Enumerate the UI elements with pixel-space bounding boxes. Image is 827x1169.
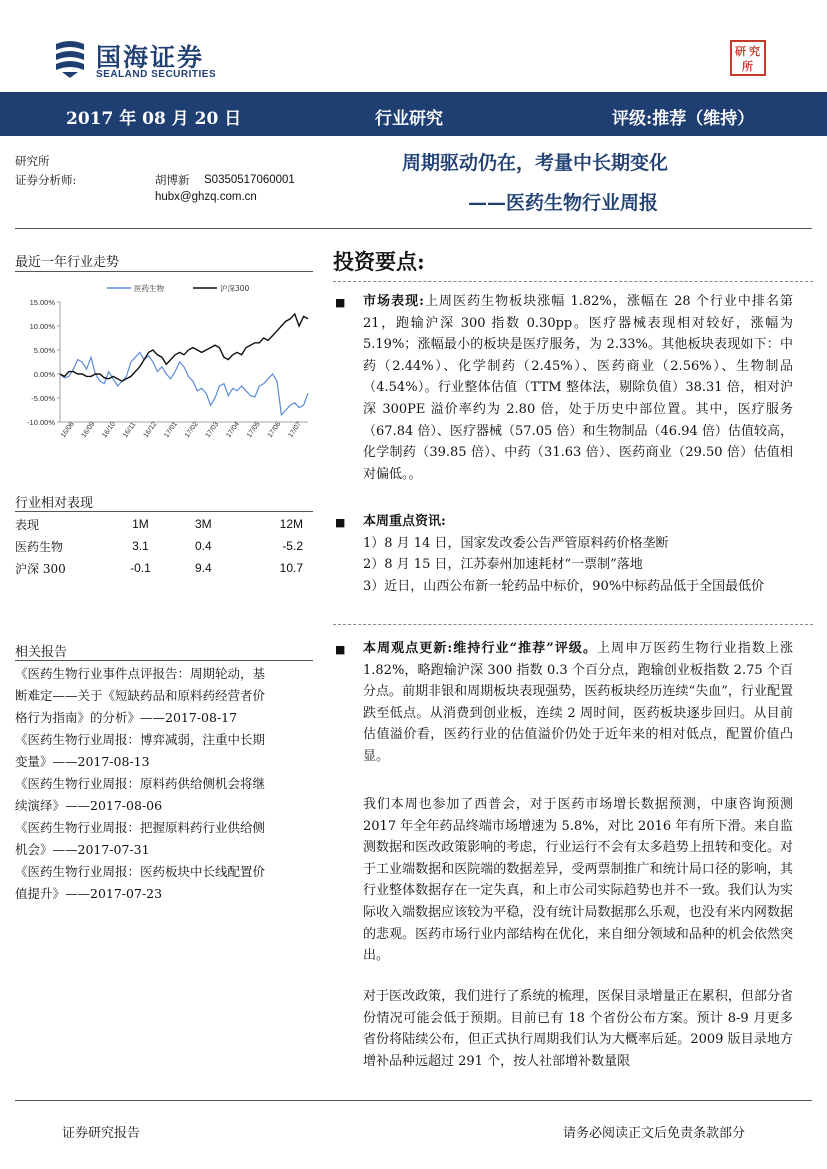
report-line[interactable]: 机会》——2017-07-31: [15, 842, 150, 857]
y-tick-label: 5.00%: [33, 346, 55, 355]
perf-cell: -0.1: [130, 561, 151, 575]
view-text: 上周申万医药生物行业指数上涨 1.82%，略跑输沪深 300 指数 0.3 个百分点，跑输创业板指数 2.75 个百分点。前期非银和周期板块表现强势，医药板块经历连续“失血”，行业配置跌至低点。从消费到创业板，连续 2 周时间，医药板块逐步回归。从目前估值溢价看，医药行业的估值溢价仍处于近年来的相对低点，配置价值凸显。: [363, 641, 793, 764]
report-type: 行业研究: [375, 109, 443, 129]
y-tick-label: 0.00%: [33, 370, 55, 379]
body-paragraph-2: 我们本周也参加了西普会，对于医药市场增长数据预测，中康咨询预测 2017 年全年药品终端市场增速为 5.8%，对比 2016 年有所下滑。来自监测数据和医改政策影响的考虑，行业运行不会有太多趋势上扭转和变化。对于工业端数据和医院端的数据差异，受两票制推广和统计局口径的影响，其行业整体数据存在一定失真，和上市公司实际趋势也并不一致。我们认为实际收入端数据应该较为平稳，没有统计局数据那么乐观，也没有米内网数据的悲观。医药市场行业内部结构在优化，来自细分领域和品种的机会依然突出。: [363, 797, 793, 964]
perf-header-row: [15, 513, 313, 535]
report-line[interactable]: 《医药生物行业周报：博弈减弱，注重中长期: [15, 732, 266, 747]
report-line[interactable]: 格行为指南》的分析》——2017-08-17: [15, 710, 238, 725]
x-tick-label: 17/05: [245, 420, 262, 440]
divider: [15, 228, 812, 229]
perf-table: [15, 513, 313, 579]
perf-col-1m: 1M: [132, 517, 149, 531]
table-row: [15, 535, 313, 557]
x-tick-label: 17/07: [287, 420, 304, 440]
news-item: 2）8 月 15 日，江苏泰州加速耗材“一票制”落地: [363, 557, 643, 573]
bullet-square-icon: ■: [335, 516, 346, 529]
x-tick-label: 16/08: [59, 420, 76, 440]
svg-text:所: 所: [742, 60, 753, 73]
report-title: 周期驱动仍在，考量中长期变化: [402, 152, 669, 174]
footer-divider: [15, 1100, 812, 1101]
y-tick-label: -10.00%: [27, 418, 55, 427]
svg-text:研: 研: [735, 45, 746, 58]
trend-chart: [10, 280, 315, 470]
reports-divider: [15, 660, 313, 661]
view-paragraph: [363, 638, 793, 768]
perf-row-label: 沪深 300: [15, 561, 66, 576]
view-bold: 维持行业“推荐”评级。: [452, 641, 598, 656]
trend-header: 最近一年行业走势: [15, 255, 120, 270]
report-line[interactable]: 《医药生物行业周报：原料药供给侧机会将继: [15, 776, 266, 791]
report-line[interactable]: 断难定——关于《短缺药品和原料药经营者价: [15, 688, 266, 703]
report-line[interactable]: 续演绎》——2017-08-06: [15, 798, 163, 813]
reports-list: [15, 663, 313, 905]
analyst-license: S0350517060001: [204, 174, 295, 186]
market-paragraph: [363, 291, 793, 485]
x-tick-label: 16/12: [142, 420, 159, 440]
bullet-square-icon: ■: [335, 296, 346, 309]
perf-col-3m: 3M: [194, 517, 212, 531]
trend-divider: [15, 271, 313, 272]
x-tick-label: 17/04: [225, 420, 242, 440]
legend-label: 沪深300: [220, 284, 250, 293]
y-tick-label: 10.00%: [29, 322, 55, 331]
report-line[interactable]: 《医药生物行业事件点评报告：周期轮动，基: [15, 666, 266, 681]
report-line[interactable]: 《医药生物行业周报：把握原料药行业供给侧: [15, 820, 266, 835]
x-tick-label: 16/10: [101, 420, 118, 440]
perf-header: 行业相对表现: [15, 496, 94, 511]
footer-left: 证券研究报告: [62, 1126, 141, 1141]
series-line-hs300: [60, 314, 308, 381]
x-tick-label: 17/03: [204, 420, 221, 440]
perf-col-label: 表现: [15, 517, 40, 532]
perf-cell: -5.2: [282, 539, 303, 553]
svg-text:究: 究: [749, 45, 760, 58]
perf-row-label: 医药生物: [15, 539, 64, 554]
x-tick-label: 16/09: [80, 420, 97, 440]
analyst-name: 胡博新: [155, 173, 190, 187]
bullet-square-icon: ■: [335, 643, 346, 656]
legend-label: 医药生物: [134, 284, 164, 293]
points-divider-2: [333, 624, 813, 625]
report-line[interactable]: 《医药生物行业周报：医药板块中长线配置价: [15, 864, 266, 879]
brand-logo-icon: [52, 38, 88, 78]
news-item: 3）近日，山西公布新一轮药品中标价，90%中标药品低于全国最低价: [363, 578, 765, 594]
report-line[interactable]: 变量》——2017-08-13: [15, 754, 150, 769]
x-tick-label: 17/01: [163, 420, 180, 440]
body-paragraph-3: 对于医改政策，我们进行了系统的梳理，医保目录增量正在累积，但部分省份情况可能会低于预期。目前已有 18 个省份公布方案。预计 8-9 月更多省份将陆续公布，但正式执行周期我们认为大概率后延。2009 版目录地方增补品种远超过 291 个，按人社部增补数量限: [363, 989, 793, 1069]
x-tick-label: 17/02: [183, 420, 200, 440]
news-block: [363, 511, 793, 597]
perf-cell: 3.1: [132, 539, 149, 553]
perf-divider: [15, 511, 313, 512]
y-tick-label: -5.00%: [31, 394, 55, 403]
perf-cell: 9.4: [194, 561, 212, 575]
news-label: 本周重点资讯:: [363, 514, 446, 529]
table-row: [15, 557, 313, 579]
report-date: 2017 年 08 月 20 日: [66, 109, 242, 129]
reports-header: 相关报告: [15, 645, 68, 660]
brand-name-en: SEALAND SECURITIES: [96, 69, 217, 80]
report-subtitle: ——医药生物行业周报: [468, 192, 659, 214]
institute-seal-icon: [730, 40, 766, 76]
points-divider: [333, 281, 813, 282]
series-line-pharma: [60, 352, 308, 414]
points-header: 投资要点:: [333, 249, 425, 274]
market-text: 上周医药生物板块涨幅 1.82%，涨幅在 28 个行业中排名第 21，跑输沪深 300 指数 0.30pp。医疗器械表现相对较好，涨幅为 5.19%；涨幅最小的板块是医疗服务，为 2.33%。其他板块表现如下：中药（2.44%）、化学制药（2.45%）、医药商业（2.56%）、生物制品（4.54%）。行业整体估值（TTM 整体法，剔除负值）38.31 倍，相对沪深 300PE 溢价率约为 2.80 倍，处于历史中部位置。其中，医疗服务（67.84 倍）、医疗器械（57.05 倍）和生物制品（46.94 倍）估值较高，化学制药（39.85 倍）、中药（31.63 倍）、医药商业（29.50 倍）估值相对偏低。。: [363, 294, 793, 482]
y-tick-label: 15.00%: [29, 298, 55, 307]
report-line[interactable]: 值提升》——2017-07-23: [15, 886, 163, 901]
x-tick-label: 17/06: [266, 420, 283, 440]
x-tick-label: 16/11: [121, 421, 138, 440]
brand-name: 国海证券: [96, 43, 205, 72]
perf-cell: 10.7: [279, 561, 303, 575]
perf-col-12m: 12M: [279, 517, 303, 531]
analyst-role: 证券分析师:: [15, 173, 77, 187]
market-label: 市场表现:: [363, 294, 424, 309]
analyst-email[interactable]: hubx@ghzq.com.cn: [155, 191, 257, 203]
view-label: 本周观点更新:: [363, 641, 453, 656]
perf-cell: 0.4: [194, 539, 212, 553]
footer-right: 请务必阅读正文后免责条款部分: [563, 1126, 746, 1141]
report-rating: 评级:推荐（维持）: [612, 109, 755, 129]
news-item: 1）8 月 14 日，国家发改委公告严管原料药价格垄断: [363, 535, 669, 551]
dept-label: 研究所: [15, 154, 50, 168]
